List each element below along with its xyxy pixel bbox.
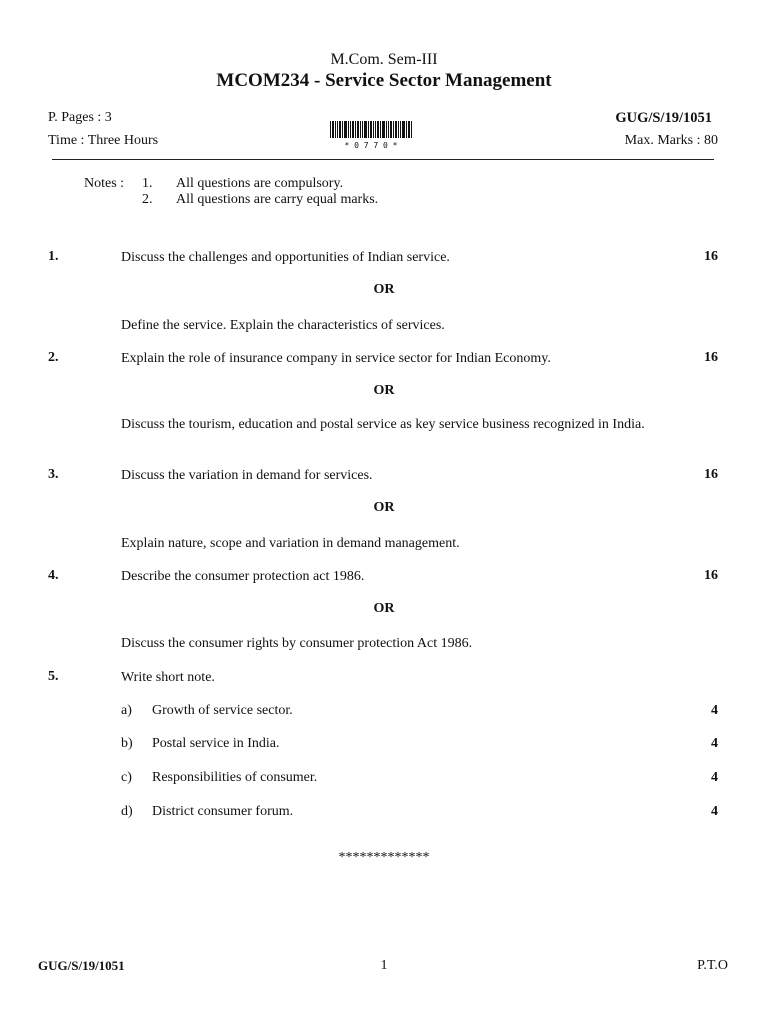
exam-duration: Time : Three Hours: [48, 133, 159, 148]
sub-question-text: Postal service in India.: [152, 736, 280, 751]
sub-question-letter: b): [121, 736, 133, 751]
or-separator: OR: [373, 383, 395, 398]
page-count: P. Pages : 3: [48, 110, 112, 125]
page-number: 1: [380, 958, 388, 973]
question-text: Explain the role of insurance company in service sector for Indian Economy.: [121, 351, 551, 366]
sub-question-marks: 4: [711, 703, 718, 718]
barcode-number: * 0 7 7 0 *: [344, 141, 398, 149]
question-text: Discuss the challenges and opportunities of Indian service.: [121, 250, 450, 265]
sub-question-text: Responsibilities of consumer.: [152, 770, 318, 785]
or-separator: OR: [373, 601, 395, 616]
sub-question-letter: d): [121, 804, 133, 819]
end-marker: *************: [338, 850, 430, 865]
sub-question-marks: 4: [711, 770, 718, 785]
note-text: All questions are compulsory.: [176, 176, 344, 191]
question-text: Describe the consumer protection act 1986.: [121, 569, 365, 584]
max-marks: Max. Marks : 80: [624, 133, 718, 148]
barcode: [330, 121, 412, 149]
sub-question-text: District consumer forum.: [152, 804, 294, 819]
please-turn-over: P.T.O: [697, 958, 728, 973]
question-number: 5.: [48, 669, 59, 684]
sub-question-letter: c): [121, 770, 132, 785]
question-marks: 16: [704, 350, 718, 365]
question-text: Write short note.: [121, 670, 215, 685]
alternative-question-text: Explain nature, scope and variation in demand management.: [121, 536, 460, 551]
course-heading: M.Com. Sem-III: [330, 51, 438, 68]
question-marks: 16: [704, 249, 718, 264]
footer-paper-code: GUG/S/19/1051: [38, 958, 125, 973]
question-number: 1.: [48, 249, 59, 264]
note-text: All questions are carry equal marks.: [176, 192, 379, 207]
paper-code: GUG/S/19/1051: [615, 110, 712, 126]
sub-question-letter: a): [121, 703, 132, 718]
question-number: 4.: [48, 568, 59, 583]
question-text: Discuss the variation in demand for services.: [121, 468, 373, 483]
or-separator: OR: [373, 500, 395, 515]
note-number: 1.: [142, 176, 153, 191]
sub-question-text: Growth of service sector.: [152, 703, 293, 718]
question-marks: 16: [704, 467, 718, 482]
alternative-question-text: Define the service. Explain the characteristics of services.: [121, 318, 445, 333]
question-number: 2.: [48, 350, 59, 365]
sub-question-marks: 4: [711, 804, 718, 819]
sub-question-marks: 4: [711, 736, 718, 751]
paper-title: MCOM234 - Service Sector Management: [216, 70, 552, 91]
header-divider: [52, 159, 714, 160]
alternative-question-text: Discuss the tourism, education and postal service as key service business recognized in India.: [121, 417, 645, 432]
barcode-image: [330, 121, 412, 149]
alternative-question-text: Discuss the consumer rights by consumer protection Act 1986.: [121, 636, 473, 651]
or-separator: OR: [373, 282, 395, 297]
question-number: 3.: [48, 467, 59, 482]
note-number: 2.: [142, 192, 153, 207]
notes-label: Notes :: [84, 176, 125, 191]
question-marks: 16: [704, 568, 718, 583]
